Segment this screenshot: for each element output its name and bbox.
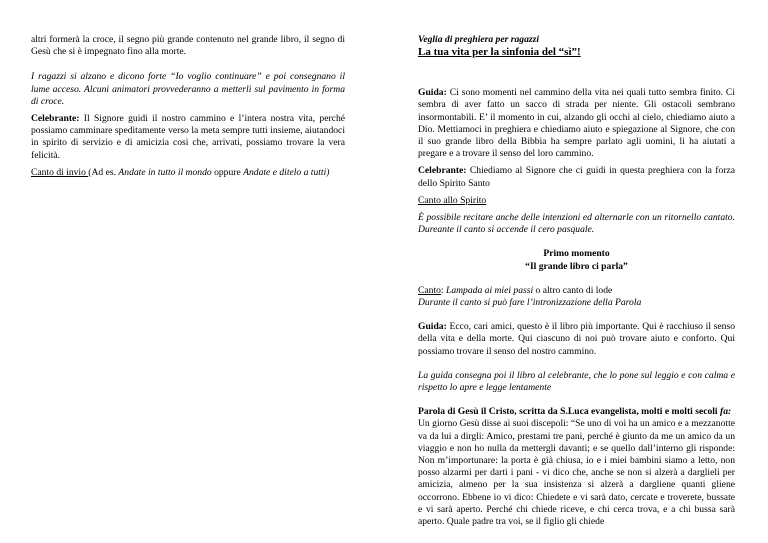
moment-subtitle: “Il grande libro ci parla”: [525, 260, 628, 272]
guida-label-2: Guida:: [418, 321, 447, 333]
guida-label-1: Guida:: [418, 87, 447, 99]
vigil-title: La tua vita per la sinfonia del “sì”!: [418, 46, 581, 59]
canto-lode-song: Lampada ai miei passi: [446, 284, 534, 296]
vigil-subtitle: Veglia di preghiera per ragazzi: [418, 34, 539, 45]
canto-spirito: Canto allo Spirito: [418, 194, 487, 206]
canto-lode-rest: o altro canto di lode: [533, 284, 613, 296]
canto-lode-label: Canto: [418, 284, 441, 296]
canto-lode-colon: :: [440, 284, 446, 296]
parola-heading: [418, 406, 735, 418]
celebrante-paragraph-right: [418, 165, 735, 189]
celebrante-paragraph: [31, 113, 345, 162]
celebrante-text: Il Signore guidi il nostro cammino e l’intera nostra vita, perché possiamo camminare speditamente verso la meta sempre tutti insieme, aiutandoci in spirito di servizio e di amicizia così che, arrivati, possiamo trovare la vera felicità.: [31, 113, 345, 161]
guida-paragraph-2: [418, 321, 735, 358]
right-column: [418, 0, 735, 528]
note-intenzioni: È possibile recitare anche delle intenzioni ed alternarle con un ritornello cantato. Dureante il canto si accende il cero pasquale.: [418, 212, 735, 236]
guida-paragraph-1: [418, 87, 735, 160]
rubric-paragraph: I ragazzi si alzano e dicono forte “Io voglio continuare” e poi consegnano il lume acceso. Alcuni animatori provvederanno a metterli sul pavimento in forma di croce.: [31, 71, 345, 107]
canto-invio-paragraph: [31, 167, 345, 179]
canto-invio-song1: Andate in tutto il mondo: [118, 166, 212, 178]
canto-lode-note: Durante il canto si può fare l’intronizzazione della Parola: [418, 297, 642, 309]
canto-lode-paragraph: [418, 285, 735, 297]
canto-invio-label: Canto di invio: [31, 166, 89, 178]
guida-text-1: Ci sono momenti nel cammino della vita nei quali tutto sembra finito. Ci sembra di aver fatto un sacco di strada per niente. Gli ostacoli sembrano insormontabili. E’ il momento in cui, alzando gli occhi al cielo, chiediamo aiuto a Dio. Mettiamoci in preghiera e chiediamo aiuto e spiegazione al Signore, che con il suo grande libro della Bibbia ha sempre parlato agli uomini, li ha aiutati a pregare e a trovare il senso del loro cammino.: [418, 87, 735, 160]
celebrante-text-right: Chiediamo al Signore che ci guidi in questa preghiera con la forza dello Spirito Santo: [418, 165, 735, 189]
canto-invio-mid: oppure: [211, 166, 244, 178]
canto-invio-pre: (Ad es.: [88, 166, 119, 178]
gospel-paragraph: Un giorno Gesù disse ai suoi discepoli: “Se uno di voi ha un amico e a mezzanotte va da lui a dirgli: Amico, prestami tre pani, perché è giunto da me un amico da un viaggio e non ho nulla da mettergli davanti; e se quello dall’interno gli risponde: Non m’importunare: la porta è già chiusa, io e i miei bambini siamo a letto, non posso alzarmi per darti i pani - vi dico che, anche se non si alzerà a darglieli per amicizia, almeno per la sua insistenza si alzerà a dargliene quanti gliene occorrono. Ebbene io vi dico: Chiedete e vi sarà dato, cercate e troverete, bussate e vi sarà aperto. Perché chi chiede riceve, e chi cerca trova, e a chi bussa sarà aperto. Quale padre tra voi, se il figlio gli chiede: [418, 418, 735, 528]
celebrante-label-right: Celebrante:: [418, 165, 467, 177]
left-column: [31, 0, 345, 179]
canto-invio-song2: Andate e ditelo a tutti): [243, 166, 330, 178]
guida-text-2: Ecco, cari amici, questo è il libro più importante. Qui è racchiuso il senso della vita e della morte. Qui ciascuno di noi può trovare aiuto e conforto. Qui possiamo trovare il senso del nostro cammino.: [418, 321, 735, 357]
parola-fa: fa:: [720, 406, 732, 418]
parola-label: Parola di Gesù il Cristo, scritta da S.Luca evangelista, molti e molti secoli: [418, 406, 720, 418]
celebrante-label: Celebrante:: [31, 113, 80, 125]
moment-title: Primo momento: [543, 248, 610, 260]
note-libro: La guida consegna poi il libro al celebrante, che lo pone sul leggio e con calma e rispetto lo apre e legge lentamente: [418, 369, 735, 394]
intro-paragraph: altri formerà la croce, il segno più grande contenuto nel grande libro, il segno di Gesù che si è impegnato fino alla morte.: [31, 34, 345, 58]
